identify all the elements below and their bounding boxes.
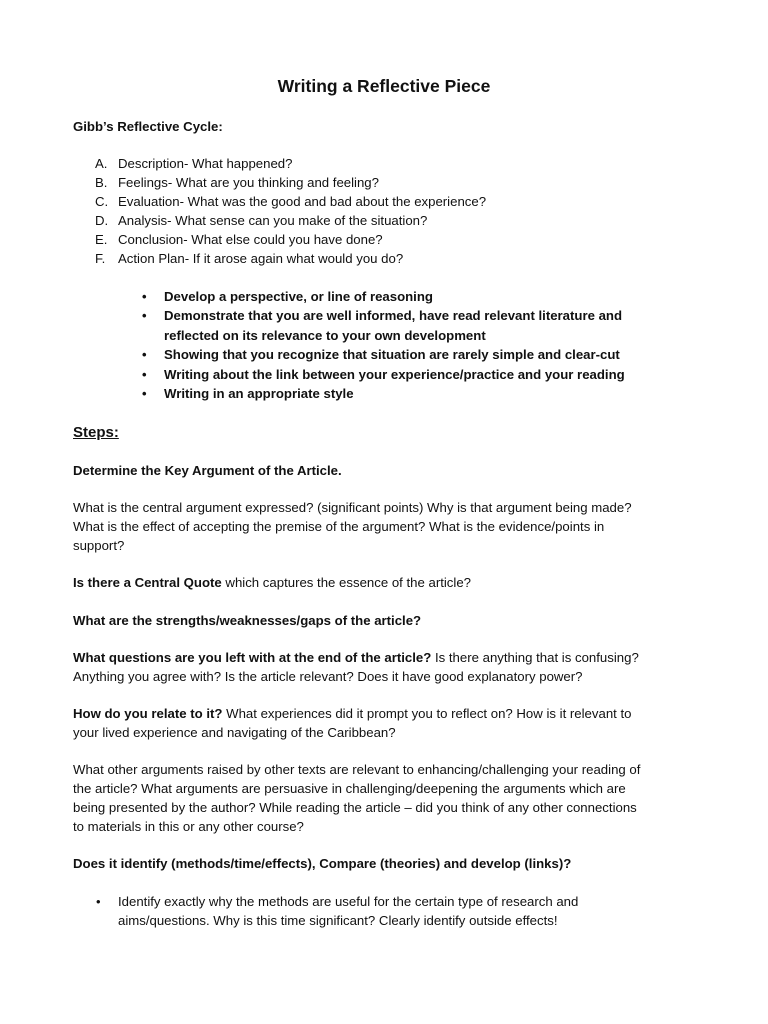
relate-bold: How do you relate to it? [73, 706, 223, 721]
bullet-icon: • [142, 347, 147, 362]
cycle-item: Conclusion- What else could you have done? [118, 232, 383, 247]
cycle-letter: C. [95, 194, 109, 209]
bullet-item-continued: aims/questions. Why is this time significant? Clearly identify outside effects! [118, 913, 558, 928]
bullet-icon: • [142, 386, 147, 401]
cycle-item: Analysis- What sense can you make of the situation? [118, 213, 428, 228]
paragraph-line [73, 704, 631, 723]
central-quote-rest: which captures the essence of the article? [221, 575, 472, 590]
questions-rest: Is there anything that is confusing? [431, 650, 639, 665]
steps-heading: Steps: [73, 424, 119, 441]
cycle-letter: A. [95, 156, 108, 171]
cycle-item: Evaluation- What was the good and bad about the experience? [118, 194, 487, 209]
cycle-letter: B. [95, 175, 108, 190]
questions-bold: What questions are you left with at the end of the article? [73, 650, 432, 665]
bullet-item: Writing in an appropriate style [164, 386, 354, 401]
bullet-item: Writing about the link between your experience/practice and your reading [164, 367, 625, 382]
paragraph-line: Anything you agree with? Is the article relevant? Does it have good explanatory power? [73, 669, 583, 684]
page-title: Writing a Reflective Piece [277, 76, 491, 96]
central-quote-paragraph [73, 573, 471, 592]
paragraph-line: your lived experience and navigating of the Caribbean? [73, 725, 396, 740]
bullet-item: Showing that you recognize that situation are rarely simple and clear-cut [164, 347, 620, 362]
cycle-item: Feelings- What are you thinking and feeling? [118, 175, 379, 190]
bullet-item-continued: reflected on its relevance to your own development [164, 328, 486, 343]
paragraph-line: being presented by the author? While reading the article – did you think of any other connections [73, 800, 637, 815]
bullet-item: Identify exactly why the methods are useful for the certain type of research and [118, 894, 579, 909]
paragraph-line: What is the effect of accepting the premise of the argument? What is the evidence/points in [73, 519, 605, 534]
cycle-item: Description- What happened? [118, 156, 293, 171]
bullet-icon: • [142, 308, 147, 323]
paragraph-line: What other arguments raised by other texts are relevant to enhancing/challenging your reading of [73, 762, 641, 777]
cycle-item: Action Plan- If it arose again what would you do? [118, 251, 404, 266]
paragraph-line: support? [73, 538, 125, 553]
strengths-heading: What are the strengths/weaknesses/gaps of the article? [73, 613, 422, 628]
bullet-icon: • [142, 367, 147, 382]
identify-heading: Does it identify (methods/time/effects), Compare (theories) and develop (links)? [73, 856, 572, 871]
central-quote-bold: Is there a Central Quote [73, 575, 222, 590]
bullet-item: Demonstrate that you are well informed, have read relevant literature and [164, 308, 623, 323]
bullet-icon: • [142, 289, 147, 304]
key-argument-heading: Determine the Key Argument of the Article. [73, 463, 342, 478]
paragraph-line [73, 648, 639, 667]
cycle-letter: D. [95, 213, 109, 228]
relate-rest: What experiences did it prompt you to reflect on? How is it relevant to [222, 706, 632, 721]
paragraph-line: to materials in this or any other course? [73, 819, 304, 834]
paragraph-line: the article? What arguments are persuasive in challenging/deepening the arguments which are [73, 781, 626, 796]
bullet-icon: • [96, 894, 101, 909]
paragraph-line: What is the central argument expressed? (significant points) Why is that argument being made? [73, 500, 632, 515]
gibbs-heading: Gibb’s Reflective Cycle: [73, 119, 223, 134]
cycle-letter: F. [95, 251, 106, 266]
cycle-letter: E. [95, 232, 108, 247]
bullet-item: Develop a perspective, or line of reasoning [164, 289, 433, 304]
